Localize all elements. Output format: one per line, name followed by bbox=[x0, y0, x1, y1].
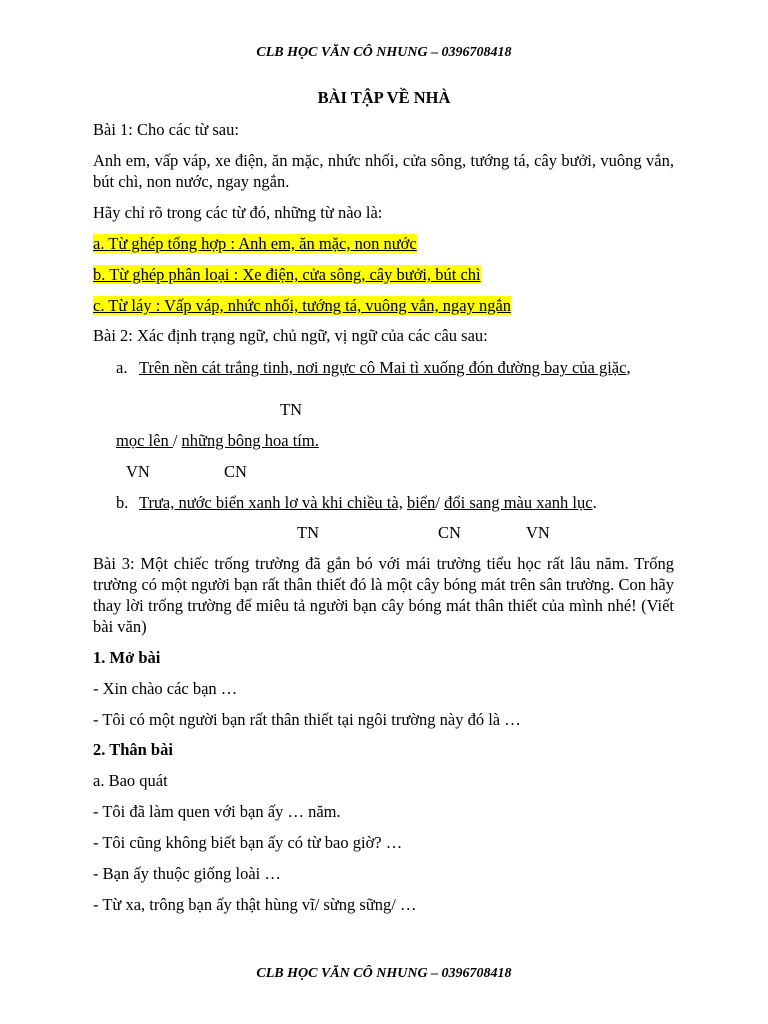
bai1-answer-a bbox=[93, 233, 417, 254]
bai2-a-sentence bbox=[139, 357, 674, 378]
page-footer: CLB HỌC VĂN CÔ NHUNG – 0396708418 bbox=[256, 966, 512, 981]
than-bai-heading: 2. Thân bài bbox=[93, 740, 173, 759]
highlighted-answer: b. Từ ghép phân loại : Xe điện, cửa sông, cây bưởi, bút chì bbox=[93, 265, 481, 284]
mo-bai-line: - Tôi có một người bạn rất thân thiết tại ngôi trường này đó là … bbox=[93, 710, 521, 729]
highlighted-answer: c. Từ láy : Vấp váp, nhức nhối, tướng tá, vuông vắn, ngay ngắn bbox=[93, 296, 512, 315]
vn-label: VN bbox=[126, 462, 150, 481]
bai3-prompt: Bài 3: Một chiếc trống trường đã gắn bó với mái trường tiểu học rất lâu năm. Trống trường có một người bạn rất thân thiết đó là một cây bóng mát trên sân trường. Con hãy thay lời trống trường để miêu tả người bạn cây bóng mát thân thiết của mình nhé! (Viết bài văn) bbox=[93, 554, 674, 636]
bai1-question: Hãy chỉ rõ trong các từ đó, những từ nào là: bbox=[93, 203, 383, 222]
mo-bai-line: - Xin chào các bạn … bbox=[93, 679, 238, 698]
vn-phrase: mọc lên bbox=[116, 431, 173, 450]
tn-phrase: Trên nền cát trắng tinh, nơi ngực cô Mai tì xuống đón đường bay của giặc bbox=[139, 358, 627, 377]
bai2-a-continuation bbox=[116, 430, 319, 451]
page-header: CLB HỌC VĂN CÔ NHUNG – 0396708418 bbox=[256, 45, 512, 60]
than-bai-line: - Bạn ấy thuộc giống loài … bbox=[93, 864, 281, 883]
bai1-prompt: Bài 1: Cho các từ sau: bbox=[93, 120, 239, 139]
than-bai-subheading: a. Bao quát bbox=[93, 771, 168, 790]
highlighted-answer: a. Từ ghép tổng hợp : Anh em, ăn mặc, non nước bbox=[93, 234, 417, 253]
tn-phrase: Trưa, nước biển xanh lơ và khi chiều tà, bbox=[139, 493, 403, 512]
cn-label: CN bbox=[224, 462, 247, 481]
bai1-answer-c bbox=[93, 295, 511, 316]
slash: / bbox=[172, 431, 182, 450]
vn-label: VN bbox=[526, 523, 550, 542]
cn-label: CN bbox=[438, 523, 461, 542]
bai2-b-marker: b. bbox=[116, 493, 129, 512]
than-bai-line: - Tôi cũng không biết bạn ấy có từ bao giờ? … bbox=[93, 833, 403, 852]
mo-bai-heading: 1. Mở bài bbox=[93, 648, 161, 667]
cn-phrase: những bông hoa tím. bbox=[181, 431, 319, 450]
comma: , bbox=[626, 358, 631, 377]
bai1-answer-b bbox=[93, 264, 481, 285]
slash: / bbox=[435, 493, 445, 512]
bai2-a-marker: a. bbox=[116, 358, 128, 377]
bai1-words: Anh em, vấp váp, xe điện, ăn mặc, nhức nhối, cửa sông, tướng tá, cây bưởi, vuông vắn, bút chì, non nước, ngay ngắn. bbox=[93, 151, 674, 191]
page-title: BÀI TẬP VỀ NHÀ bbox=[317, 88, 451, 107]
period: . bbox=[592, 493, 597, 512]
than-bai-line: - Tôi đã làm quen với bạn ấy … năm. bbox=[93, 802, 341, 821]
tn-label: TN bbox=[297, 523, 319, 542]
vn-phrase: đổi sang màu xanh lục bbox=[444, 493, 593, 512]
tn-label: TN bbox=[280, 400, 302, 419]
bai2-b-sentence bbox=[139, 492, 597, 513]
than-bai-line: - Từ xa, trông bạn ấy thật hùng vĩ/ sừng sững/ … bbox=[93, 895, 417, 914]
bai2-prompt: Bài 2: Xác định trạng ngữ, chủ ngữ, vị ngữ của các câu sau: bbox=[93, 326, 488, 345]
cn-phrase: biển bbox=[406, 493, 436, 512]
